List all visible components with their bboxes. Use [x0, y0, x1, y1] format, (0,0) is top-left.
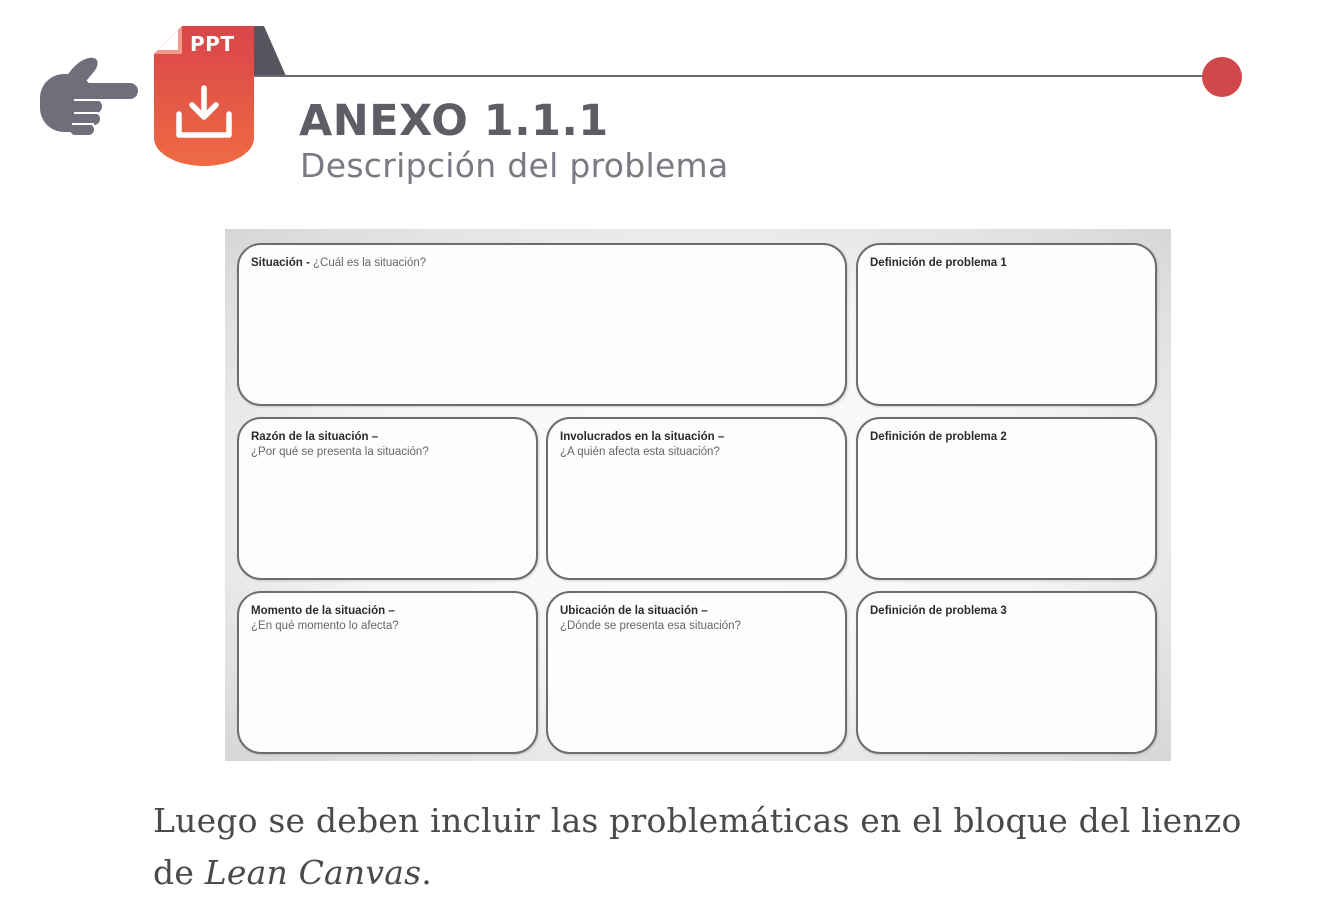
header-dot — [1202, 57, 1242, 97]
card-problema-3 — [856, 591, 1157, 754]
card-question: ¿Dónde se presenta esa situación? — [560, 620, 741, 632]
card-heading: Ubicación de la situación – — [560, 605, 708, 617]
ppt-download-button[interactable] — [154, 26, 254, 166]
body-text-end: . — [421, 853, 432, 892]
pointing-hand-icon — [38, 52, 142, 138]
card-razon — [237, 417, 538, 580]
card-heading: Definición de problema 3 — [870, 605, 1007, 617]
body-paragraph — [153, 795, 1253, 899]
card-question: ¿Cuál es la situación? — [312, 257, 427, 269]
card-heading: Definición de problema 1 — [870, 257, 1007, 269]
download-icon — [174, 84, 234, 140]
card-problema-2 — [856, 417, 1157, 580]
card-question: ¿Por qué se presenta la situación? — [251, 446, 429, 458]
body-text: Luego se deben incluir las problemáticas en el bloque del lienzo de — [153, 801, 1242, 892]
problem-description-template — [225, 229, 1171, 761]
card-involucrados — [546, 417, 847, 580]
card-question: ¿En qué momento lo afecta? — [251, 620, 399, 632]
card-heading: Momento de la situación – — [251, 605, 395, 617]
card-question: ¿A quién afecta esta situación? — [560, 446, 720, 458]
header-divider — [250, 26, 1250, 96]
card-situacion — [237, 243, 847, 406]
card-momento — [237, 591, 538, 754]
card-problema-1 — [856, 243, 1157, 406]
annex-subtitle: Descripción del problema — [300, 146, 729, 185]
card-heading: Definición de problema 2 — [870, 431, 1007, 443]
ppt-label: PPT — [190, 32, 235, 56]
card-heading: Situación - — [251, 257, 310, 269]
annex-title: ANEXO 1.1.1 — [299, 96, 609, 146]
lean-canvas-term: Lean Canvas — [204, 853, 422, 892]
card-heading: Involucrados en la situación – — [560, 431, 725, 443]
card-ubicacion — [546, 591, 847, 754]
card-heading: Razón de la situación – — [251, 431, 379, 443]
